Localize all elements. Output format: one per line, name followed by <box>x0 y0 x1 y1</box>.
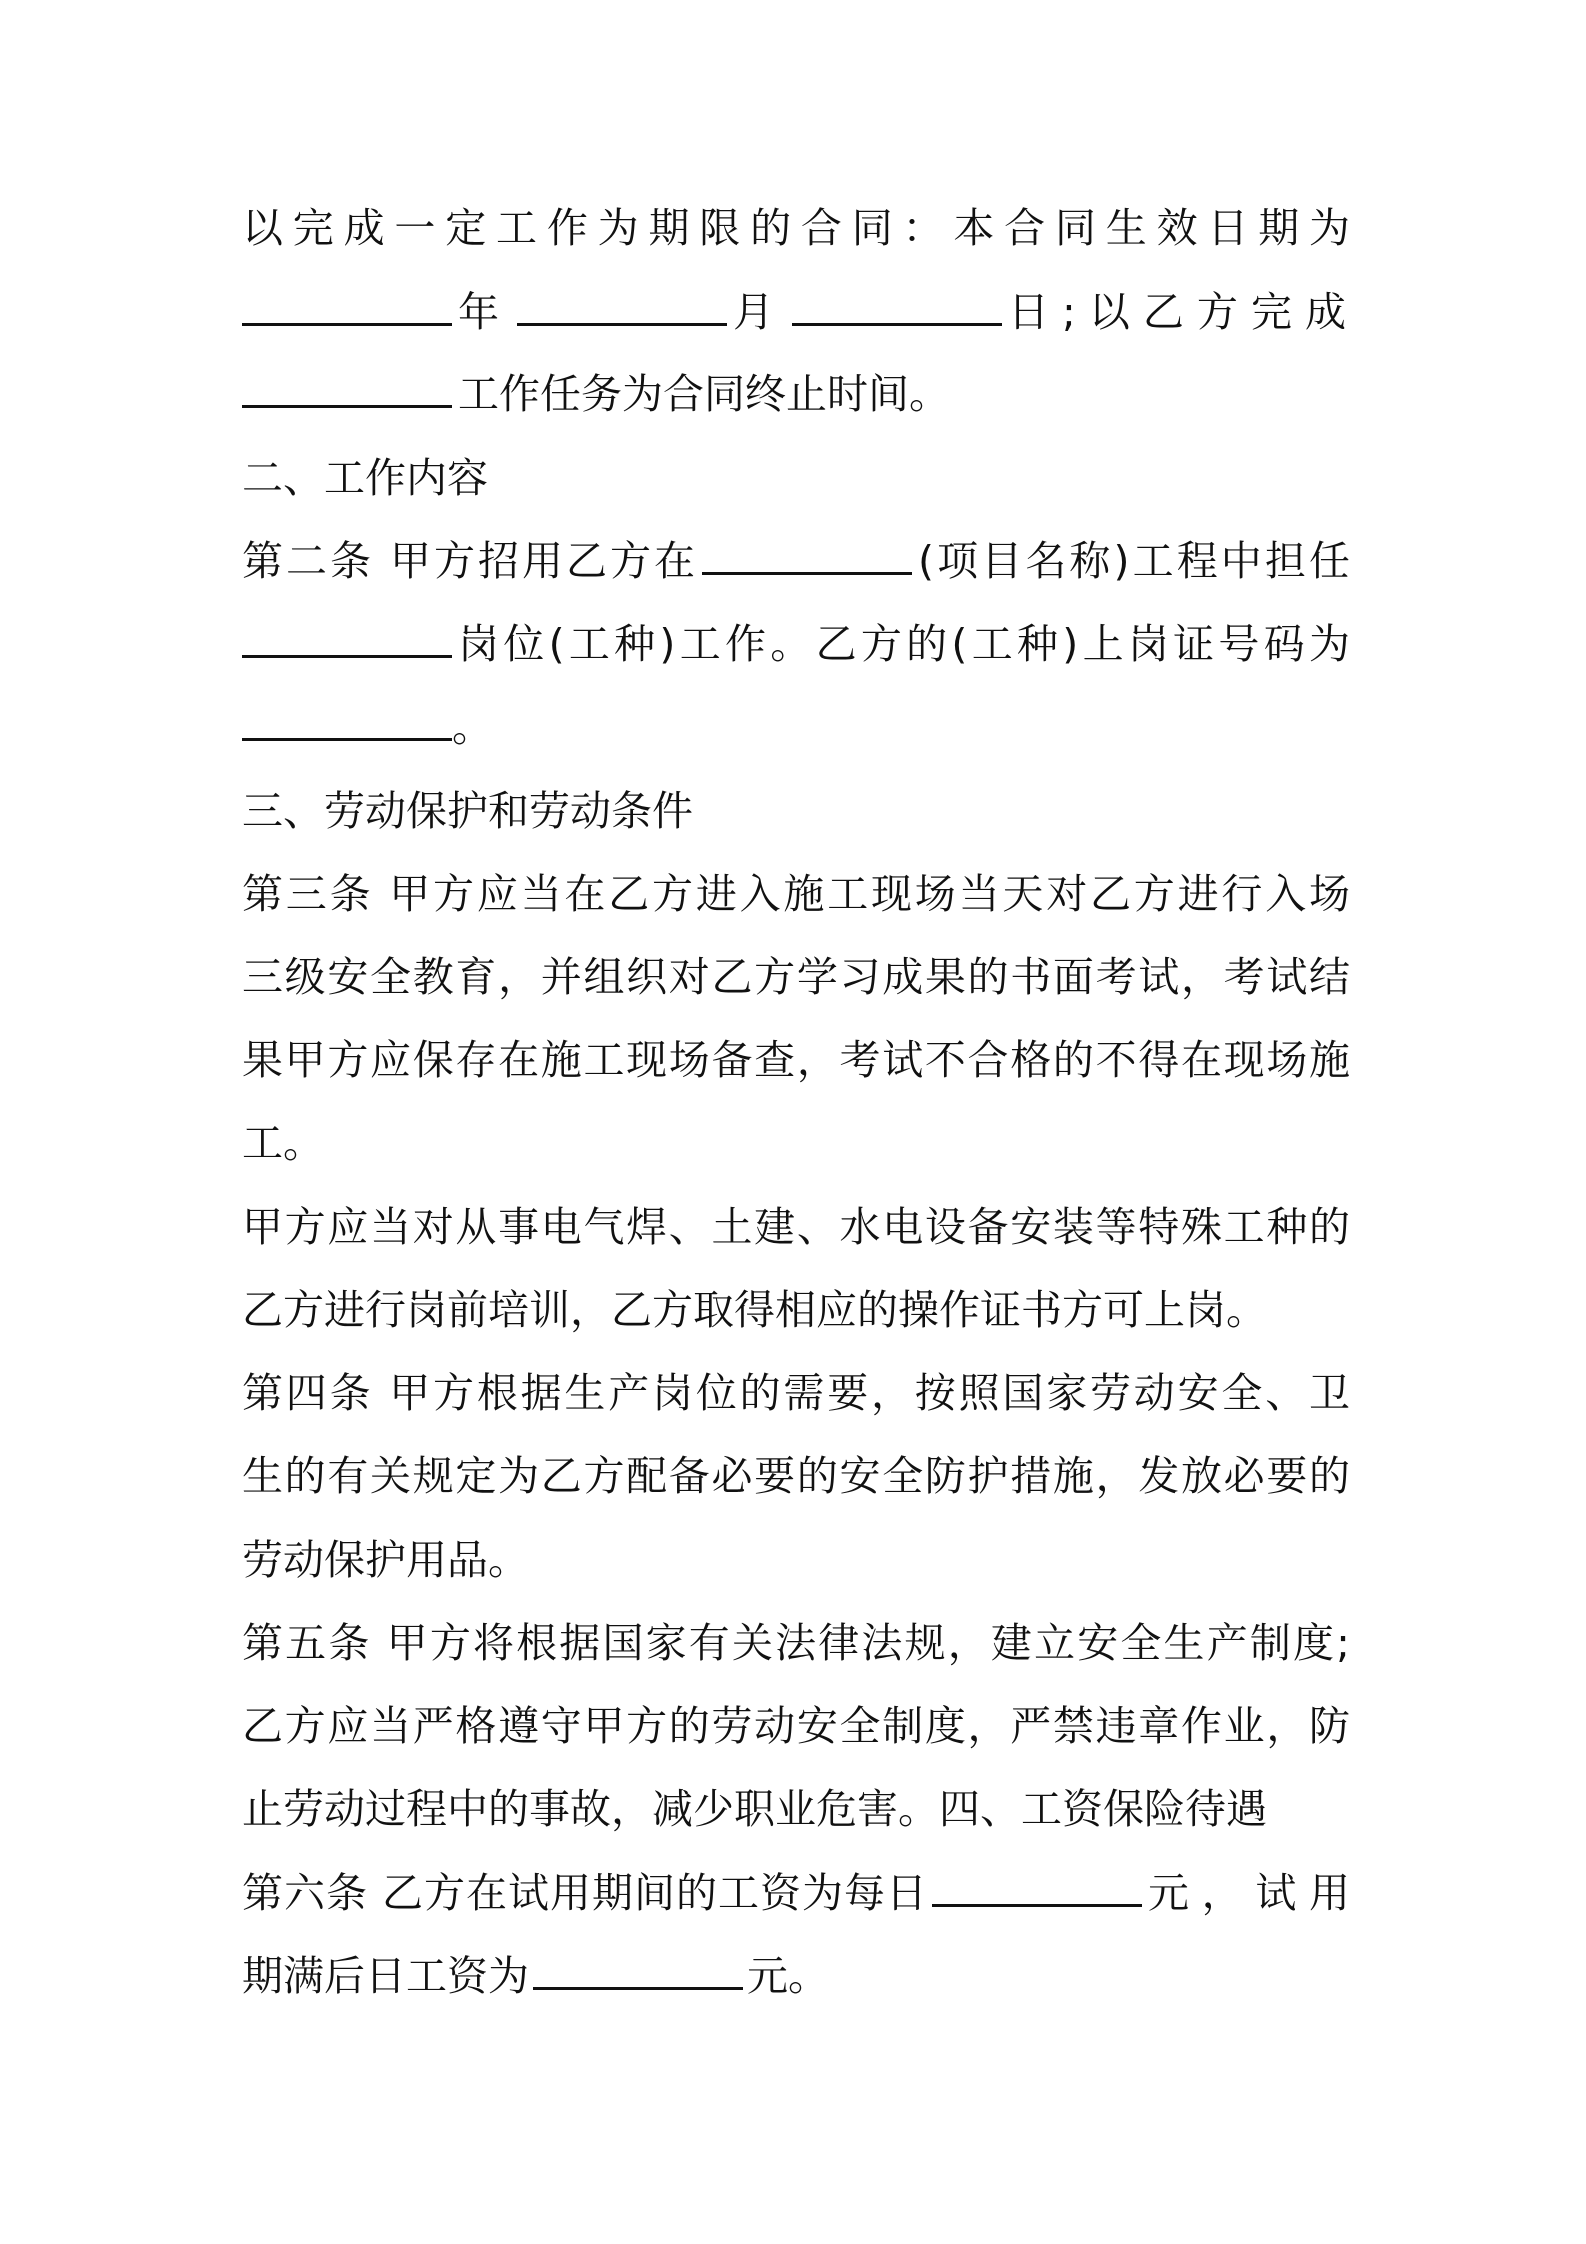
text-segment: 劳动保护用品。 <box>242 1536 529 1584</box>
text-segment: 生的有关规定为乙方配备必要的安全防护措施，发放必要的 <box>242 1452 1350 1500</box>
text-line <box>242 1369 1350 1417</box>
text-line <box>242 537 1350 585</box>
text-line <box>242 1119 324 1167</box>
text-line <box>242 204 1350 252</box>
text-line <box>242 1702 1350 1750</box>
text-line <box>242 288 1350 336</box>
text-segment: 第二条 甲方招用乙方在 <box>242 537 699 585</box>
text-segment: 工作任务为合同终止时间。 <box>458 370 950 418</box>
text-segment: 第五条 甲方将根据国家有关法律法规，建立安全生产制度; <box>242 1619 1350 1667</box>
text-segment: 月 <box>733 288 774 336</box>
text-line <box>242 1452 1350 1500</box>
heading-text: 二、工作内容 <box>242 454 488 502</box>
text-line <box>242 953 1350 1001</box>
text-segment: 年 <box>458 288 499 336</box>
blank-field <box>792 293 1002 326</box>
blank-field <box>702 542 912 575</box>
text-segment: 岗位(工种)工作。乙方的(工种)上岗证号码为 <box>458 620 1350 668</box>
heading-text: 三、劳动保护和劳动条件 <box>242 787 693 835</box>
blank-field <box>517 293 727 326</box>
text-segment: 元。 <box>747 1952 829 2000</box>
text-line <box>242 1536 529 1584</box>
section-heading <box>242 787 693 835</box>
text-line <box>242 1619 1350 1667</box>
text-segment: 期满后日工资为 <box>242 1952 529 2000</box>
text-line <box>242 1203 1350 1251</box>
blank-field <box>242 293 452 326</box>
text-segment: 三级安全教育，并组织对乙方学习成果的书面考试，考试结 <box>242 953 1350 1001</box>
text-line <box>242 1286 1267 1334</box>
text-segment: 。 <box>452 703 493 751</box>
text-segment: 止劳动过程中的事故，减少职业危害。四、工资保险待遇 <box>242 1785 1267 1833</box>
text-line <box>242 703 493 751</box>
text-segment: 第四条 甲方根据生产岗位的需要，按照国家劳动安全、卫 <box>242 1369 1350 1417</box>
text-segment: 日;以乙方完成 <box>1008 288 1350 336</box>
text-line <box>242 1036 1350 1084</box>
text-line <box>242 1952 829 2000</box>
text-segment: 甲方应当对从事电气焊、土建、水电设备安装等特殊工种的 <box>242 1203 1350 1251</box>
blank-field <box>932 1874 1142 1907</box>
text-segment: 第六条 乙方在试用期间的工资为每日 <box>242 1869 929 1917</box>
blank-field <box>242 375 452 408</box>
text-segment: 以完成一定工作为期限的合同：本合同生效日期为 <box>242 204 1350 252</box>
text-line <box>242 870 1350 918</box>
text-segment: 果甲方应保存在施工现场备查，考试不合格的不得在现场施 <box>242 1036 1350 1084</box>
blank-field <box>242 708 452 741</box>
text-segment: 工。 <box>242 1119 324 1167</box>
blank-field <box>242 625 452 658</box>
text-line <box>242 1785 1267 1833</box>
text-segment: 乙方应当严格遵守甲方的劳动安全制度，严禁违章作业，防 <box>242 1702 1350 1750</box>
text-line <box>242 1869 1350 1917</box>
text-segment: 第三条 甲方应当在乙方进入施工现场当天对乙方进行入场 <box>242 870 1350 918</box>
text-segment: (项目名称)工程中担任 <box>918 537 1350 585</box>
text-line <box>242 620 1350 668</box>
text-segment: 元，试用 <box>1148 1869 1350 1917</box>
text-segment: 乙方进行岗前培训，乙方取得相应的操作证书方可上岗。 <box>242 1286 1267 1334</box>
blank-field <box>533 1957 743 1990</box>
section-heading <box>242 454 488 502</box>
text-line <box>242 370 950 418</box>
